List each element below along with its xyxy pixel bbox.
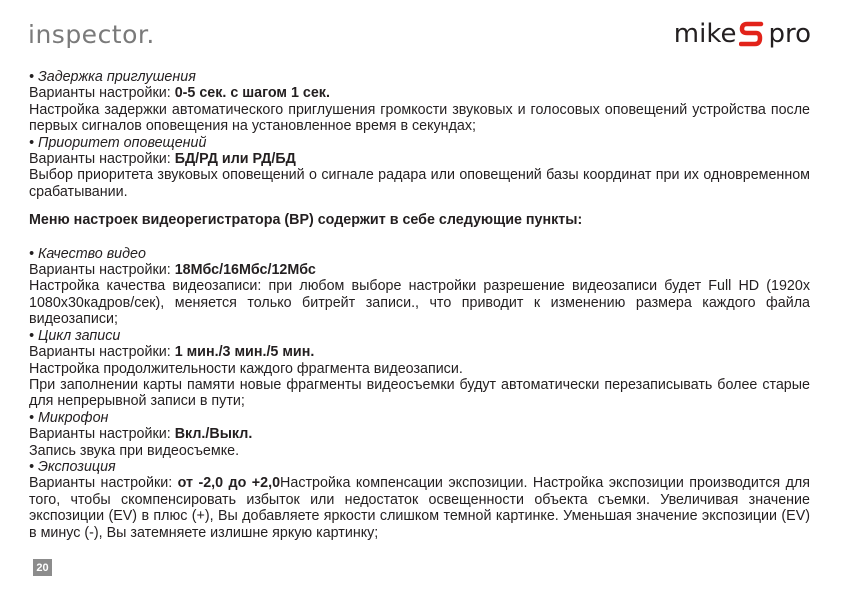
options-value: 18Мбс/16Мбс/12Мбс <box>174 262 316 279</box>
section-title-mute-delay: • Задержка приглушения <box>29 69 196 85</box>
description-mute-delay: Настройка задержки автоматического приглушения громкости звуковых и голосовых оповещений устройства после первых сигналов оповещения на установленное время в секундах; <box>29 101 810 135</box>
options-value: 1 мин./3 мин./5 мин. <box>174 344 315 361</box>
options-line-video-quality: Варианты настройки: 18Мбс/16Мбс/12Мбс <box>29 262 316 279</box>
options-value: Вкл./Выкл. <box>174 426 253 443</box>
description-video-quality: Настройка качества видеозаписи: при любом выборе настройки разрешение видеозаписи будет Full HD (1920x 1080x30кадров/сек), меняется только битрейт записи., что приводит к изменению размера каждого файла видеозаписи; <box>29 278 810 328</box>
logo-mike-text: mike <box>673 19 737 49</box>
options-line-microphone: Варианты настройки: Вкл./Выкл. <box>29 426 253 443</box>
description-loop-recording-1: Настройка продолжительности каждого фрагмента видеозаписи. <box>29 360 463 377</box>
options-line-loop-recording: Варианты настройки: 1 мин./3 мин./5 мин. <box>29 344 315 361</box>
options-line-exposure: Варианты настройки: от -2,0 до +2,0Настройка компенсации экспозиции. Настройка экспозиции производится для того, чтобы скомпенсировать избыток или недостаток освещенности объекта съемки. Увеличивая значение экспозиции (EV) в плюс (+), Вы добавляете яркости слишком темной картинке. Уменьшая значение экспозиции (EV) в минус (-), Вы затемняете излишне яркую картинку; <box>29 475 810 541</box>
manual-text <box>29 69 810 541</box>
logo-pro-text: pro <box>768 19 811 49</box>
dvr-menu-heading: Меню настроек видеорегистратора (ВР) содержит в себе следующие пункты: <box>29 212 583 229</box>
description-alert-priority: Выбор приоритета звуковых оповещений о сигнале радара или оповещений базы координат при их одновременном срабатывании. <box>29 167 810 200</box>
section-title-loop-recording: • Цикл записи <box>29 327 121 344</box>
options-line-mute-delay: Варианты настройки: 0-5 сек. с шагом 1 сек. <box>29 85 330 102</box>
mike-s-pro-logo <box>674 19 811 49</box>
section-title-exposure: • Экспозиция <box>29 458 116 475</box>
section-title-microphone: • Микрофон <box>29 409 109 426</box>
description-microphone: Запись звука при видеосъемке. <box>29 442 240 459</box>
options-value: от -2,0 до +2,0 <box>177 475 281 492</box>
logo-s-mark-icon <box>739 20 765 48</box>
options-value: БД/РД или РД/БД <box>174 151 296 168</box>
inspector-logo: inspector. <box>28 20 155 49</box>
description-exposure: Настройка компенсации экспозиции. Настройка экспозиции производится для того, чтобы скомпенсировать избыток или недостаток освещенности объекта съемки. Увеличивая значение экспозиции (EV) в плюс (+), Вы добавляете яркости слишком темной картинке. Уменьшая значение экспозиции (EV) в минус (-), Вы затемняете излишне яркую картинку; <box>29 475 810 541</box>
description-loop-recording-2: При заполнении карты памяти новые фрагменты видеосъемки будут автоматически перезаписывать более старые для непрерывной записи в пути; <box>29 376 810 410</box>
options-value: 0-5 сек. с шагом 1 сек. <box>174 85 330 102</box>
options-line-alert-priority: Варианты настройки: БД/РД или РД/БД <box>29 151 296 168</box>
page-number-badge: 20 <box>33 559 52 576</box>
section-title-video-quality: • Качество видео <box>29 245 146 262</box>
section-title-alert-priority: • Приоритет оповещений <box>29 134 207 151</box>
